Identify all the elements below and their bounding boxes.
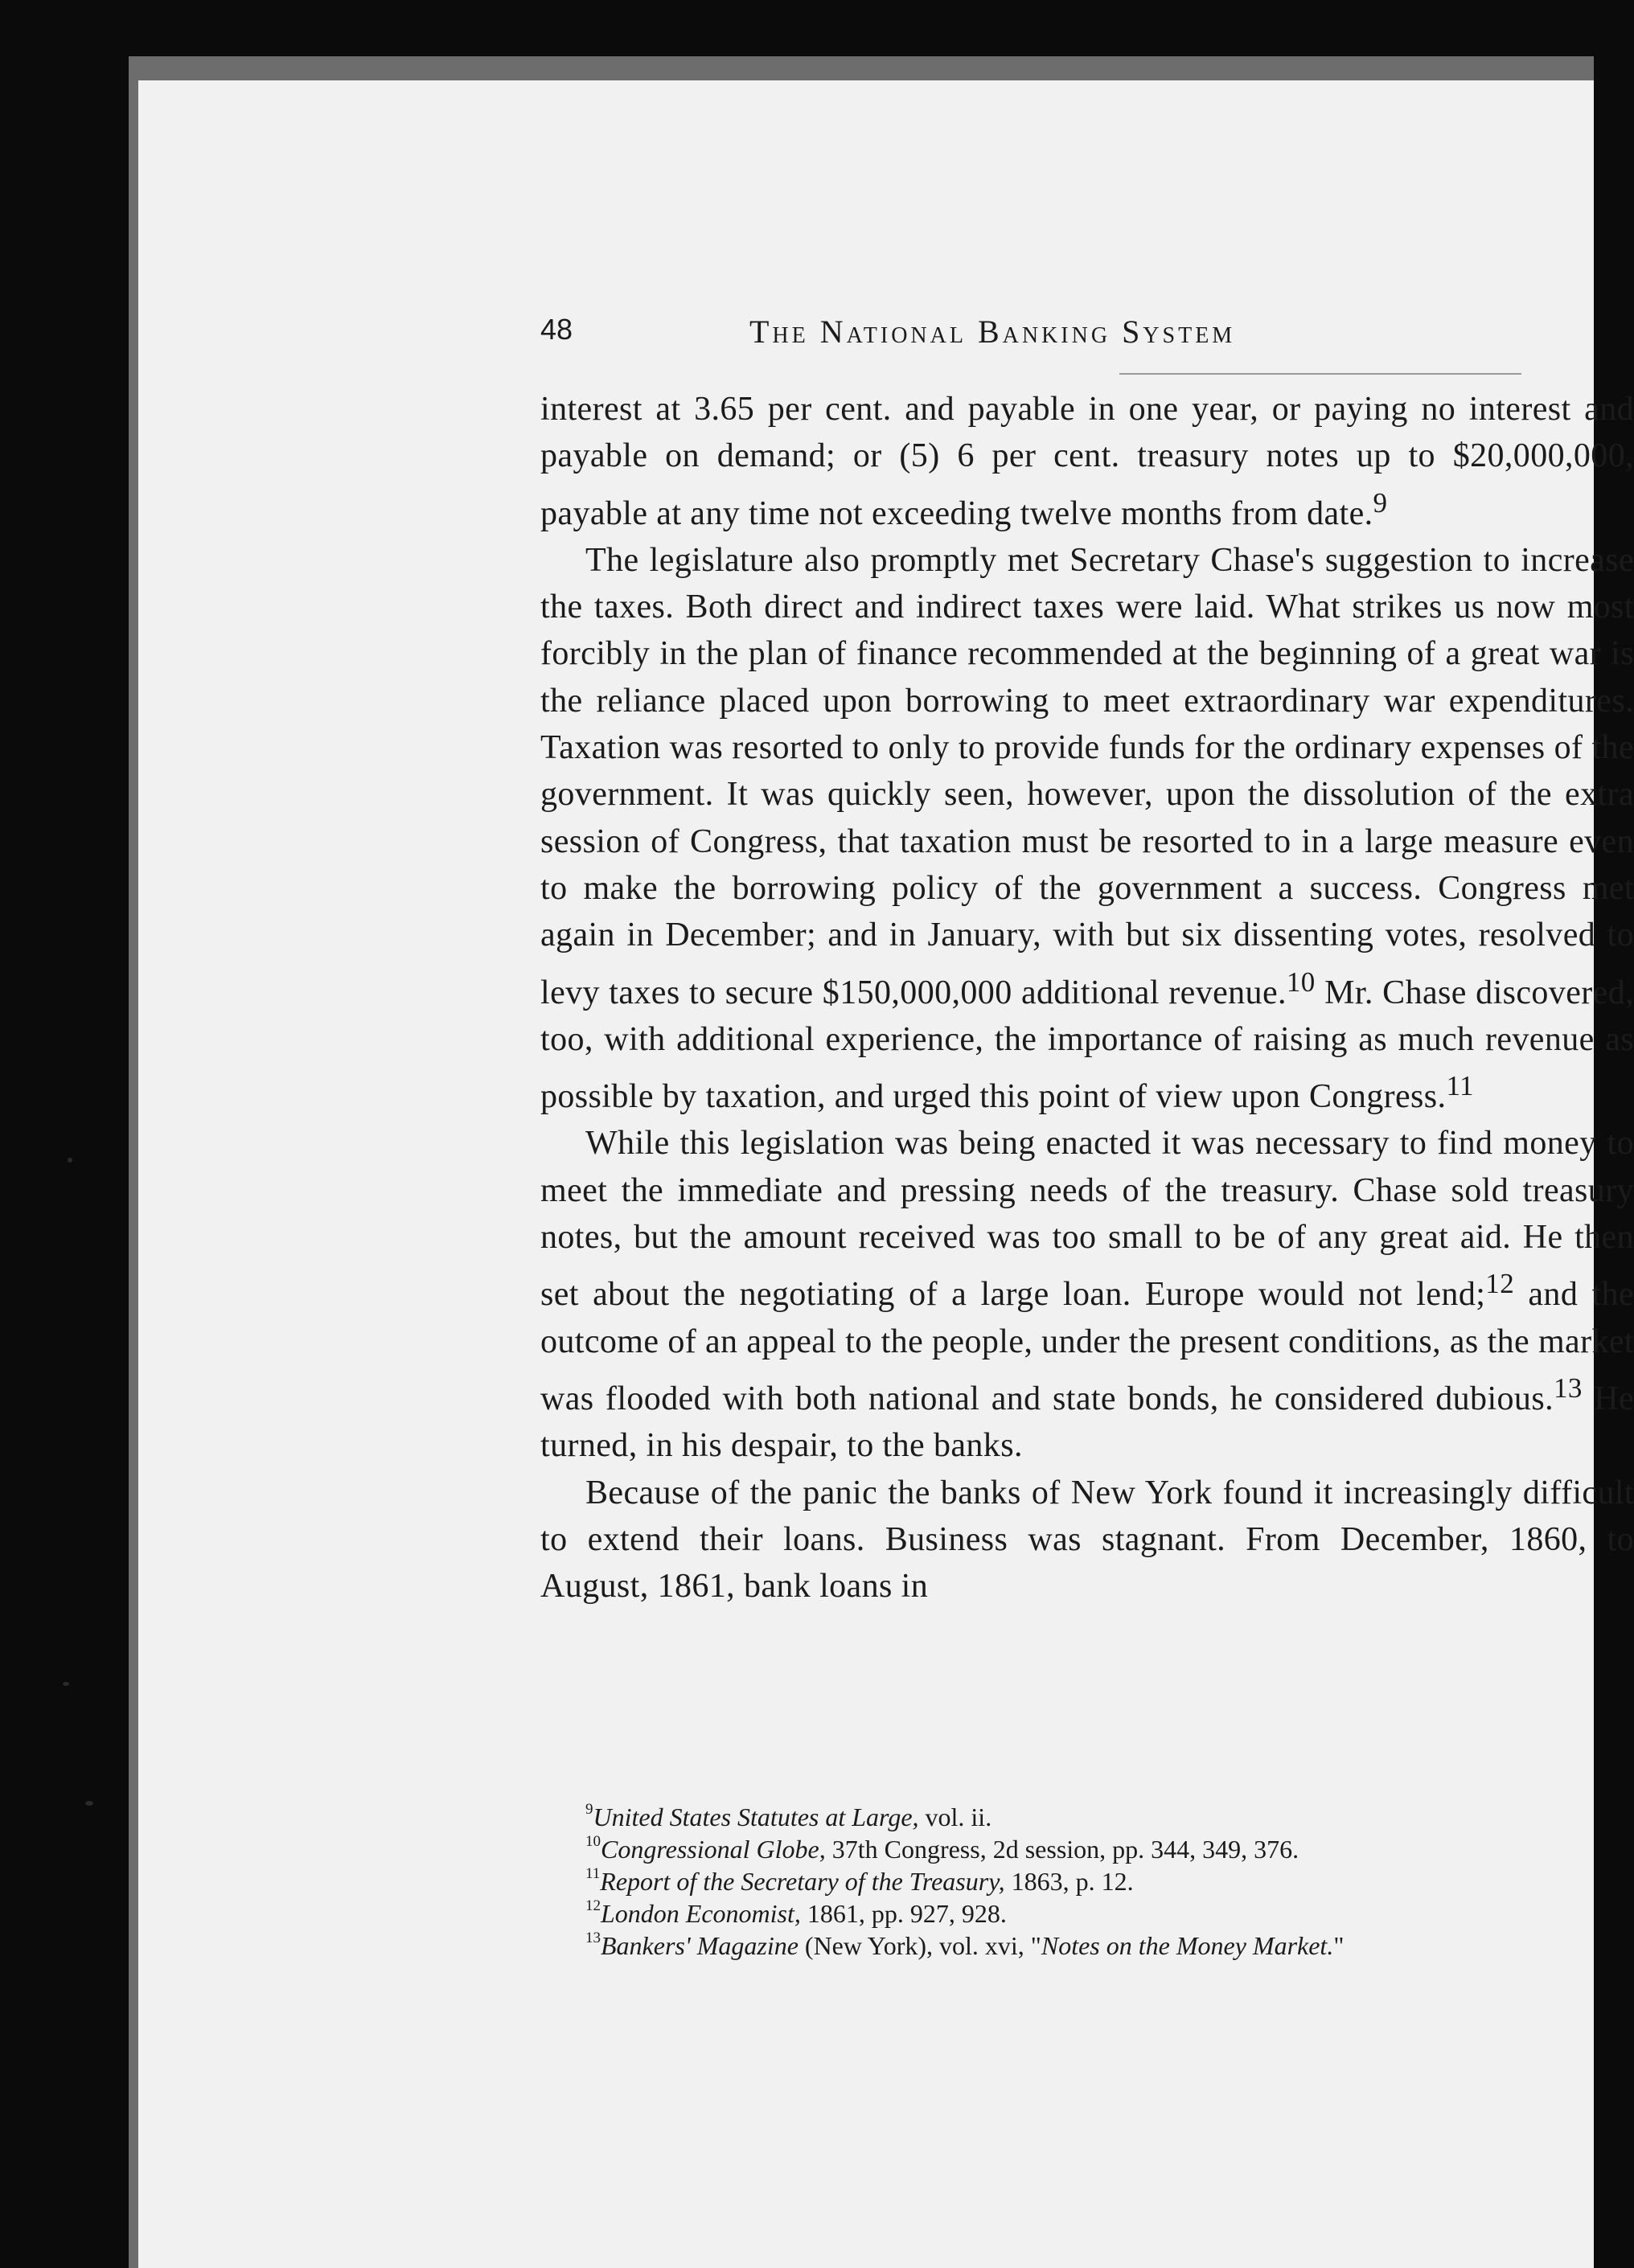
footnote-source: London Economist,: [601, 1899, 801, 1928]
paragraph-3: [540, 1120, 1634, 1469]
footnote-number: 13: [585, 1930, 601, 1946]
running-title: The National Banking System: [749, 314, 1236, 350]
film-speck: [63, 1682, 69, 1686]
footnote-source: Bankers' Magazine: [601, 1931, 799, 1960]
paragraph-2: [540, 537, 1634, 1121]
book-page: [138, 80, 1634, 2268]
footnote-11: [540, 1865, 1634, 1897]
page-number: 48: [540, 313, 573, 346]
footnote-ref-11: 11: [1446, 1070, 1474, 1102]
footnote-ref-13: 13: [1553, 1372, 1583, 1404]
paragraph-1: [540, 386, 1634, 537]
running-head: [540, 312, 1634, 360]
footnote-article-title: Notes on the Money Market.: [1041, 1931, 1334, 1960]
footnote-ref-10: 10: [1286, 966, 1316, 998]
footnote-13: [540, 1930, 1634, 1962]
footnote-detail: vol. ii.: [918, 1803, 992, 1831]
footnote-detail: 1863, p. 12.: [1004, 1867, 1134, 1896]
footnote-source: Report of the Secretary of the Treasury,: [600, 1867, 1005, 1896]
footnote-detail: 37th Congress, 2d session, pp. 344, 349, 376.: [825, 1835, 1299, 1864]
footnotes: [540, 1801, 1634, 1962]
paragraph-1-text: interest at 3.65 per cent. and payable in one year, or paying no interest and payable on demand; or (5) 6 per cent. treasury notes up to $20,000,000, payable at any time not exceeding twelve months from date.: [540, 391, 1634, 532]
paragraph-2-text-a: The legislature also promptly met Secretary Chase's suggestion to increase the taxes. Both direct and indirect taxes were laid. What strikes us now most forcibly in the plan of finance recommended at the beginning of a great war is the reliance placed upon borrowing to meet extraordinary war expenditures. Taxation was resorted to only to provide funds for the ordinary expenses of the government. It was quickly seen, however, upon the dissolution of the extra session of Congress, that taxation must be resorted to in a large measure even to make the borrowing policy of the government a success. Congress met again in December; and in January, with but six dissenting votes, resolved to levy taxes to secure $150,000,000 additional revenue.: [540, 541, 1634, 1011]
footnote-detail: 1861, pp. 927, 928.: [800, 1899, 1007, 1928]
paragraph-3-text-b: and the outcome of an appeal to the people, under the present conditions, as the market was flooded with both national and state bonds, he considered dubious.: [540, 1276, 1634, 1417]
footnote-number: 12: [585, 1897, 601, 1914]
paragraph-4: [540, 1470, 1634, 1610]
film-speck: [68, 1158, 72, 1163]
footnote-source: Congressional Globe,: [601, 1835, 826, 1864]
footnote-10: [540, 1833, 1634, 1865]
footnote-source: United States Statutes at Large,: [593, 1803, 919, 1831]
footnote-detail: (New York), vol. xvi, ": [798, 1931, 1041, 1960]
body-text: [540, 386, 1634, 1610]
paragraph-3-text-a: While this legislation was being enacted it was necessary to find money to meet the immediate and pressing needs of the treasury. Chase sold treasury notes, but the amount received was too small to be of any great aid. He then set about the negotiating of a large loan. Europe would not lend;: [540, 1125, 1634, 1314]
footnote-number: 11: [585, 1865, 601, 1882]
paragraph-3-text-c: He turned, in his despair, to the banks.: [540, 1380, 1634, 1465]
footnote-ref-12: 12: [1485, 1268, 1515, 1300]
header-rule: [1119, 373, 1521, 375]
footnote-ref-9: 9: [1373, 486, 1388, 519]
paragraph-4-text: Because of the panic the banks of New York found it increasingly difficult to extend their loans. Business was stagnant. From December, 1860, to August, 1861, bank loans in: [540, 1474, 1634, 1606]
paragraph-2-text-b: Mr. Chase discovered, too, with additional experience, the importance of raising as much revenue as possible by taxation, and urged this point of view upon Congress.: [540, 974, 1634, 1116]
footnote-closing-quote: ": [1333, 1931, 1345, 1960]
footnote-number: 9: [585, 1801, 593, 1818]
footnote-9: [540, 1801, 1634, 1833]
footnote-12: [540, 1897, 1634, 1930]
footnote-number: 10: [585, 1833, 601, 1850]
film-speck: [85, 1801, 93, 1806]
